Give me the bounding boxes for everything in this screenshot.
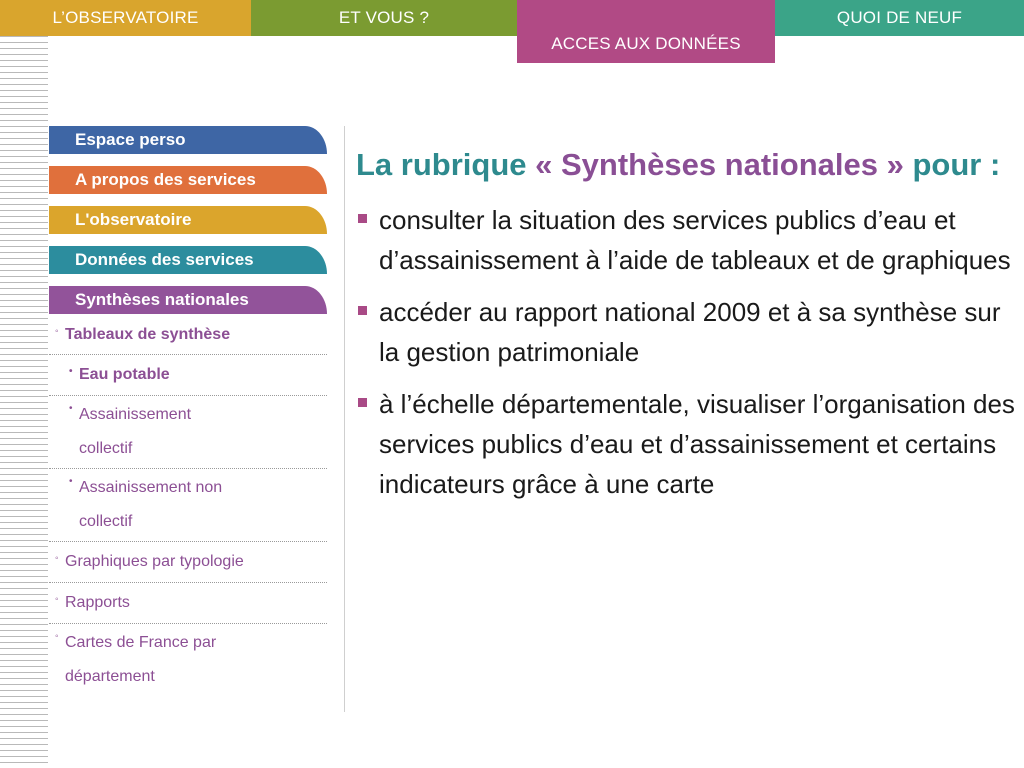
bullet-icon: ◦ (55, 631, 59, 642)
sidebar-item-label-line2: département (65, 668, 155, 685)
square-bullet-icon (358, 306, 367, 315)
list-item (356, 200, 1016, 280)
sidebar-item-graphiques-typologie[interactable] (49, 542, 327, 583)
title-suffix: pour : (912, 147, 1001, 182)
list-item (356, 292, 1016, 372)
vertical-divider (344, 126, 345, 712)
sidebar-sublist (49, 318, 327, 696)
sidebar-item-rapports[interactable] (49, 583, 327, 624)
sidebar-tab-espace-perso[interactable]: Espace perso (49, 126, 327, 154)
sidebar-item-label-line1: Cartes de France par (65, 634, 217, 651)
bullet-icon: • (69, 366, 73, 377)
list-item-text: à l’échelle départementale, visualiser l’organisation des services publics d’eau et d’assainissement et certains indicateurs grâce à une carte (379, 389, 1015, 499)
title-prefix: La rubrique (356, 147, 527, 182)
sidebar-item-label-line1: Assainissement non (79, 479, 223, 496)
sidebar-item-eau-potable[interactable] (49, 355, 327, 396)
sidebar-item-label: Tableaux de synthèse (65, 326, 231, 343)
list-item-text: consulter la situation des services publics d’eau et d’assainissement à l’aide de tableaux et de graphiques (379, 205, 1011, 275)
nav-subtab-acces-donnees[interactable]: ACCES AUX DONNÉES (551, 34, 741, 53)
sidebar-item-assainissement-non-collectif[interactable] (49, 469, 327, 542)
main-content (356, 146, 1016, 516)
square-bullet-icon (358, 398, 367, 407)
sidebar-item-label (65, 626, 216, 694)
sidebar-item-label: Rapports (65, 594, 130, 611)
list-item-text: accéder au rapport national 2009 et à sa synthèse sur la gestion patrimoniale (379, 297, 1001, 367)
top-navigation (0, 0, 1024, 53)
sidebar-item-label (79, 471, 222, 539)
nav-tab-acces-donnees[interactable] (517, 0, 775, 63)
bullet-icon: ◦ (55, 553, 59, 564)
sidebar-tab-donnees-services[interactable]: Données des services (49, 246, 327, 274)
sidebar-item-tableaux-synthese[interactable] (49, 318, 327, 355)
sidebar-item-label: Eau potable (79, 366, 170, 383)
sidebar-item-label (79, 398, 191, 466)
nav-tab-observatoire[interactable]: L’OBSERVATOIRE (0, 0, 251, 36)
list-item (356, 384, 1016, 504)
page-title (356, 146, 1016, 184)
sidebar-item-label-line2: collectif (79, 440, 133, 457)
sidebar (49, 126, 327, 696)
title-highlight: « Synthèses nationales » (535, 147, 904, 182)
sidebar-item-cartes-france[interactable] (49, 624, 327, 696)
sidebar-item-label: Graphiques par typologie (65, 553, 244, 570)
sidebar-item-label-line2: collectif (79, 513, 133, 530)
sidebar-tab-observatoire[interactable]: L'observatoire (49, 206, 327, 234)
sidebar-tab-a-propos[interactable]: A propos des services (49, 166, 327, 194)
nav-tab-quoi-de-neuf[interactable]: QUOI DE NEUF (775, 0, 1024, 36)
sidebar-item-assainissement-collectif[interactable] (49, 396, 327, 469)
sidebar-tab-syntheses-nationales[interactable]: Synthèses nationales (49, 286, 327, 314)
nav-tab-top-area (517, 0, 775, 36)
sidebar-item-label-line1: Assainissement (79, 406, 192, 423)
bullet-icon: ◦ (55, 326, 59, 337)
nav-tab-et-vous[interactable]: ET VOUS ? (251, 0, 517, 36)
bullet-icon: • (69, 403, 73, 414)
bullet-icon: • (69, 476, 73, 487)
left-striped-margin (0, 36, 48, 768)
bullet-list (356, 200, 1016, 504)
bullet-icon: ◦ (55, 594, 59, 605)
square-bullet-icon (358, 214, 367, 223)
